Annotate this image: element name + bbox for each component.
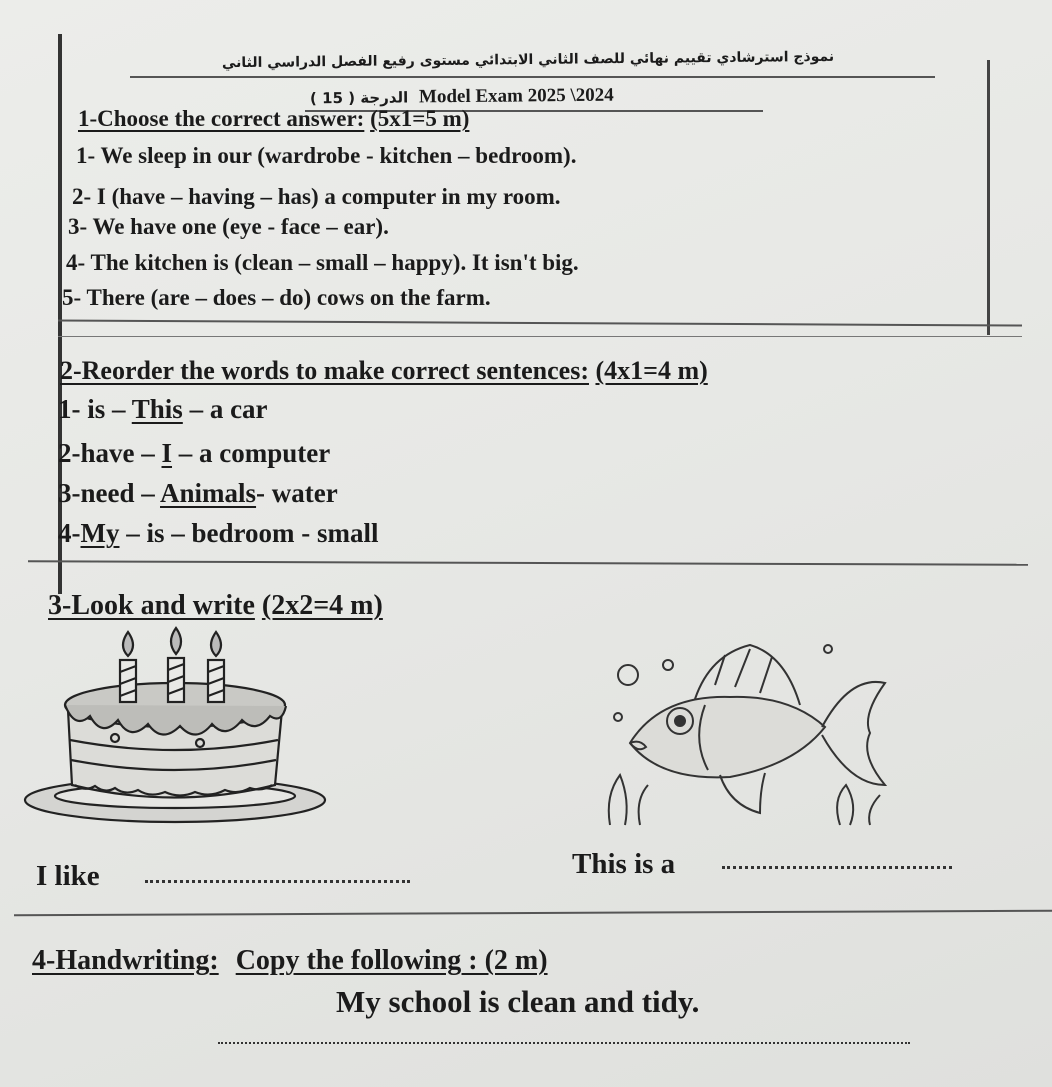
divider-3: [14, 910, 1052, 917]
birthday-cake-picture: [20, 620, 340, 830]
divider-1b: [58, 336, 1022, 337]
handwriting-answer-line[interactable]: [218, 1042, 910, 1044]
section4-instruction: Copy the following : (2 m): [235, 945, 548, 976]
section1-heading: [78, 106, 469, 132]
section4-heading-text: 4-Handwriting:: [32, 945, 219, 976]
divider-1: [58, 319, 1022, 326]
item3-pre: 3-need –: [58, 478, 161, 508]
item1-key: This: [131, 394, 183, 424]
item4-key: My: [80, 518, 120, 548]
section2-heading-text: 2-Reorder the words to make correct sentences:: [60, 356, 589, 385]
section2-heading: [60, 356, 708, 386]
right-margin-line: [987, 60, 990, 335]
section1-item-4: 4- The kitchen is (clean – small – happy). It isn't big.: [66, 250, 579, 275]
section3-heading: [48, 590, 383, 622]
item3-key: Animals: [160, 478, 257, 508]
section1-item-3: 3- We have one (eye - face – ear).: [68, 214, 389, 239]
divider-2: [28, 560, 1028, 565]
prompt-i-like: I like: [36, 860, 100, 892]
left-margin-line: [58, 34, 62, 594]
item1-post: – a car: [182, 394, 268, 424]
item4-pre: 4-: [58, 518, 81, 548]
section4-heading: [32, 945, 548, 977]
item2-post: – a computer: [172, 438, 331, 468]
section2-item-3: [58, 478, 338, 509]
exam-title: Model Exam 2025 \2024: [418, 84, 614, 108]
item3-post: - water: [256, 478, 338, 508]
answer-line-fish[interactable]: [722, 866, 952, 869]
fish-picture: [600, 635, 900, 830]
section2-item-1: [58, 394, 268, 425]
section1-item-5: 5- There (are – does – do) cows on the farm.: [62, 285, 491, 310]
section1-marks: (5x1=5 m): [370, 106, 470, 131]
prompt-this-is-a: This is a: [572, 848, 676, 880]
arabic-header: نموذج استرشادي تقييم نهائي للصف الثاني الابتدائي مستوى رفيع الفصل الدراسي الثاني: [221, 48, 835, 72]
section3-marks: (2x2=4 m): [261, 590, 383, 621]
section1-heading-text: 1-Choose the correct answer:: [78, 106, 365, 131]
section1-item-2: 2- I (have – having – has) a computer in my room.: [72, 184, 561, 209]
section2-item-4: [58, 518, 379, 549]
handwriting-sentence: My school is clean and tidy.: [336, 984, 700, 1019]
section1-item-1: 1- We sleep in our (wardrobe - kitchen – bedroom).: [76, 143, 577, 168]
answer-line-cake[interactable]: [145, 880, 410, 883]
item2-key: I: [161, 438, 173, 468]
section2-item-2: [58, 438, 330, 469]
score-label: ( 15 ) الدرجة: [309, 88, 409, 108]
header-underline: [130, 76, 935, 78]
item2-pre: 2-have –: [58, 438, 162, 468]
section2-marks: (4x1=4 m): [595, 356, 708, 385]
item1-pre: 1- is –: [58, 394, 132, 424]
item4-post: – is – bedroom - small: [119, 518, 379, 548]
section3-heading-text: 3-Look and write: [48, 590, 255, 621]
